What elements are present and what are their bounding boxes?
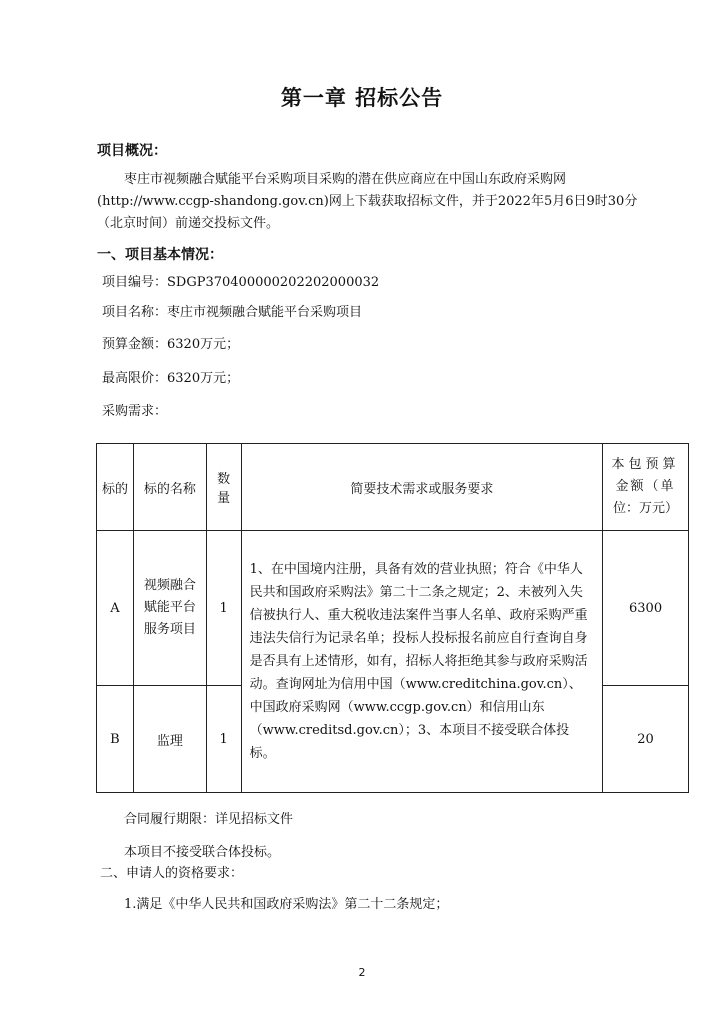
row-a-amount: 6300 bbox=[603, 531, 689, 686]
row-a-lot: A bbox=[97, 531, 134, 686]
table-header-row bbox=[97, 444, 689, 531]
qualification-item-1: 1.满足《中华人民共和国政府采购法》第二十二条规定； bbox=[124, 897, 449, 912]
row-b-name: 监理 bbox=[133, 686, 206, 793]
procurement-table bbox=[96, 443, 689, 793]
procurement-demand-label: 采购需求： bbox=[102, 404, 168, 419]
header-qty-line1: 数 bbox=[217, 472, 231, 487]
row-a-name-line1: 视频融合 bbox=[143, 578, 196, 593]
section1-heading: 一、项目基本情况： bbox=[97, 247, 223, 263]
overview-line-1: 枣庄市视频融合赋能平台采购项目采购的潜在供应商应在中国山东政府采购网 bbox=[124, 172, 567, 187]
header-amount-line1: 本包预算 bbox=[611, 457, 680, 472]
header-amount bbox=[603, 444, 689, 531]
row-a-name-line2: 赋能平台 bbox=[143, 600, 196, 615]
overview-line-3: （北京时间）前递交投标文件。 bbox=[97, 216, 280, 231]
header-name: 标的名称 bbox=[133, 444, 206, 531]
page-number: 2 bbox=[358, 966, 366, 979]
section2-heading: 二、申请人的资格要求： bbox=[100, 866, 244, 881]
project-name: 项目名称：枣庄市视频融合赋能平台采购项目 bbox=[102, 305, 363, 320]
contract-period: 合同履行期限：详见招标文件 bbox=[124, 812, 294, 827]
row-a-name bbox=[133, 531, 206, 686]
requirements-cell: 1、在中国境内注册，具备有效的营业执照；符合《中华人民共和国政府采购法》第二十二条之规定；2、未被列入失信被执行人、重大税收违法案件当事人名单、政府采购严重违法失信行为记录名单；投标人投标报名前应自行查询自身是否具有上述情形，如有，招标人将拒绝其参与政府采购活动。查询网址为信用中国（www.creditchina.gov.cn）、中国政府采购网（www.ccgp.gov.cn）和信用山东（www.creditsd.gov.cn）；3、本项目不接受联合体投标。 bbox=[241, 531, 602, 793]
row-b-qty: 1 bbox=[206, 686, 241, 793]
max-price: 最高限价：6320万元； bbox=[102, 371, 240, 386]
no-consortium-note: 本项目不接受联合体投标。 bbox=[124, 845, 281, 860]
table-row bbox=[97, 531, 689, 686]
header-qty bbox=[206, 444, 241, 531]
row-b-lot: B bbox=[97, 686, 134, 793]
header-requirements: 简要技术需求或服务要求 bbox=[241, 444, 602, 531]
header-qty-line2: 量 bbox=[217, 491, 231, 506]
row-a-name-line3: 服务项目 bbox=[143, 622, 196, 637]
header-lot: 标的 bbox=[97, 444, 134, 531]
page-title: 第一章 招标公告 bbox=[280, 86, 444, 110]
project-number: 项目编号：SDGP370400000202202000032 bbox=[102, 275, 380, 290]
overview-heading: 项目概况： bbox=[97, 143, 167, 159]
header-amount-line3: 位：万元） bbox=[613, 501, 679, 516]
overview-line-2: (http://www.ccgp-shandong.gov.cn)网上下载获取招标文件，并于2022年5月6日9时30分 bbox=[97, 194, 638, 209]
header-amount-line2: 金额（单 bbox=[615, 479, 676, 494]
row-b-amount: 20 bbox=[603, 686, 689, 793]
budget-amount: 预算金额：6320万元； bbox=[102, 337, 240, 352]
row-a-qty: 1 bbox=[206, 531, 241, 686]
